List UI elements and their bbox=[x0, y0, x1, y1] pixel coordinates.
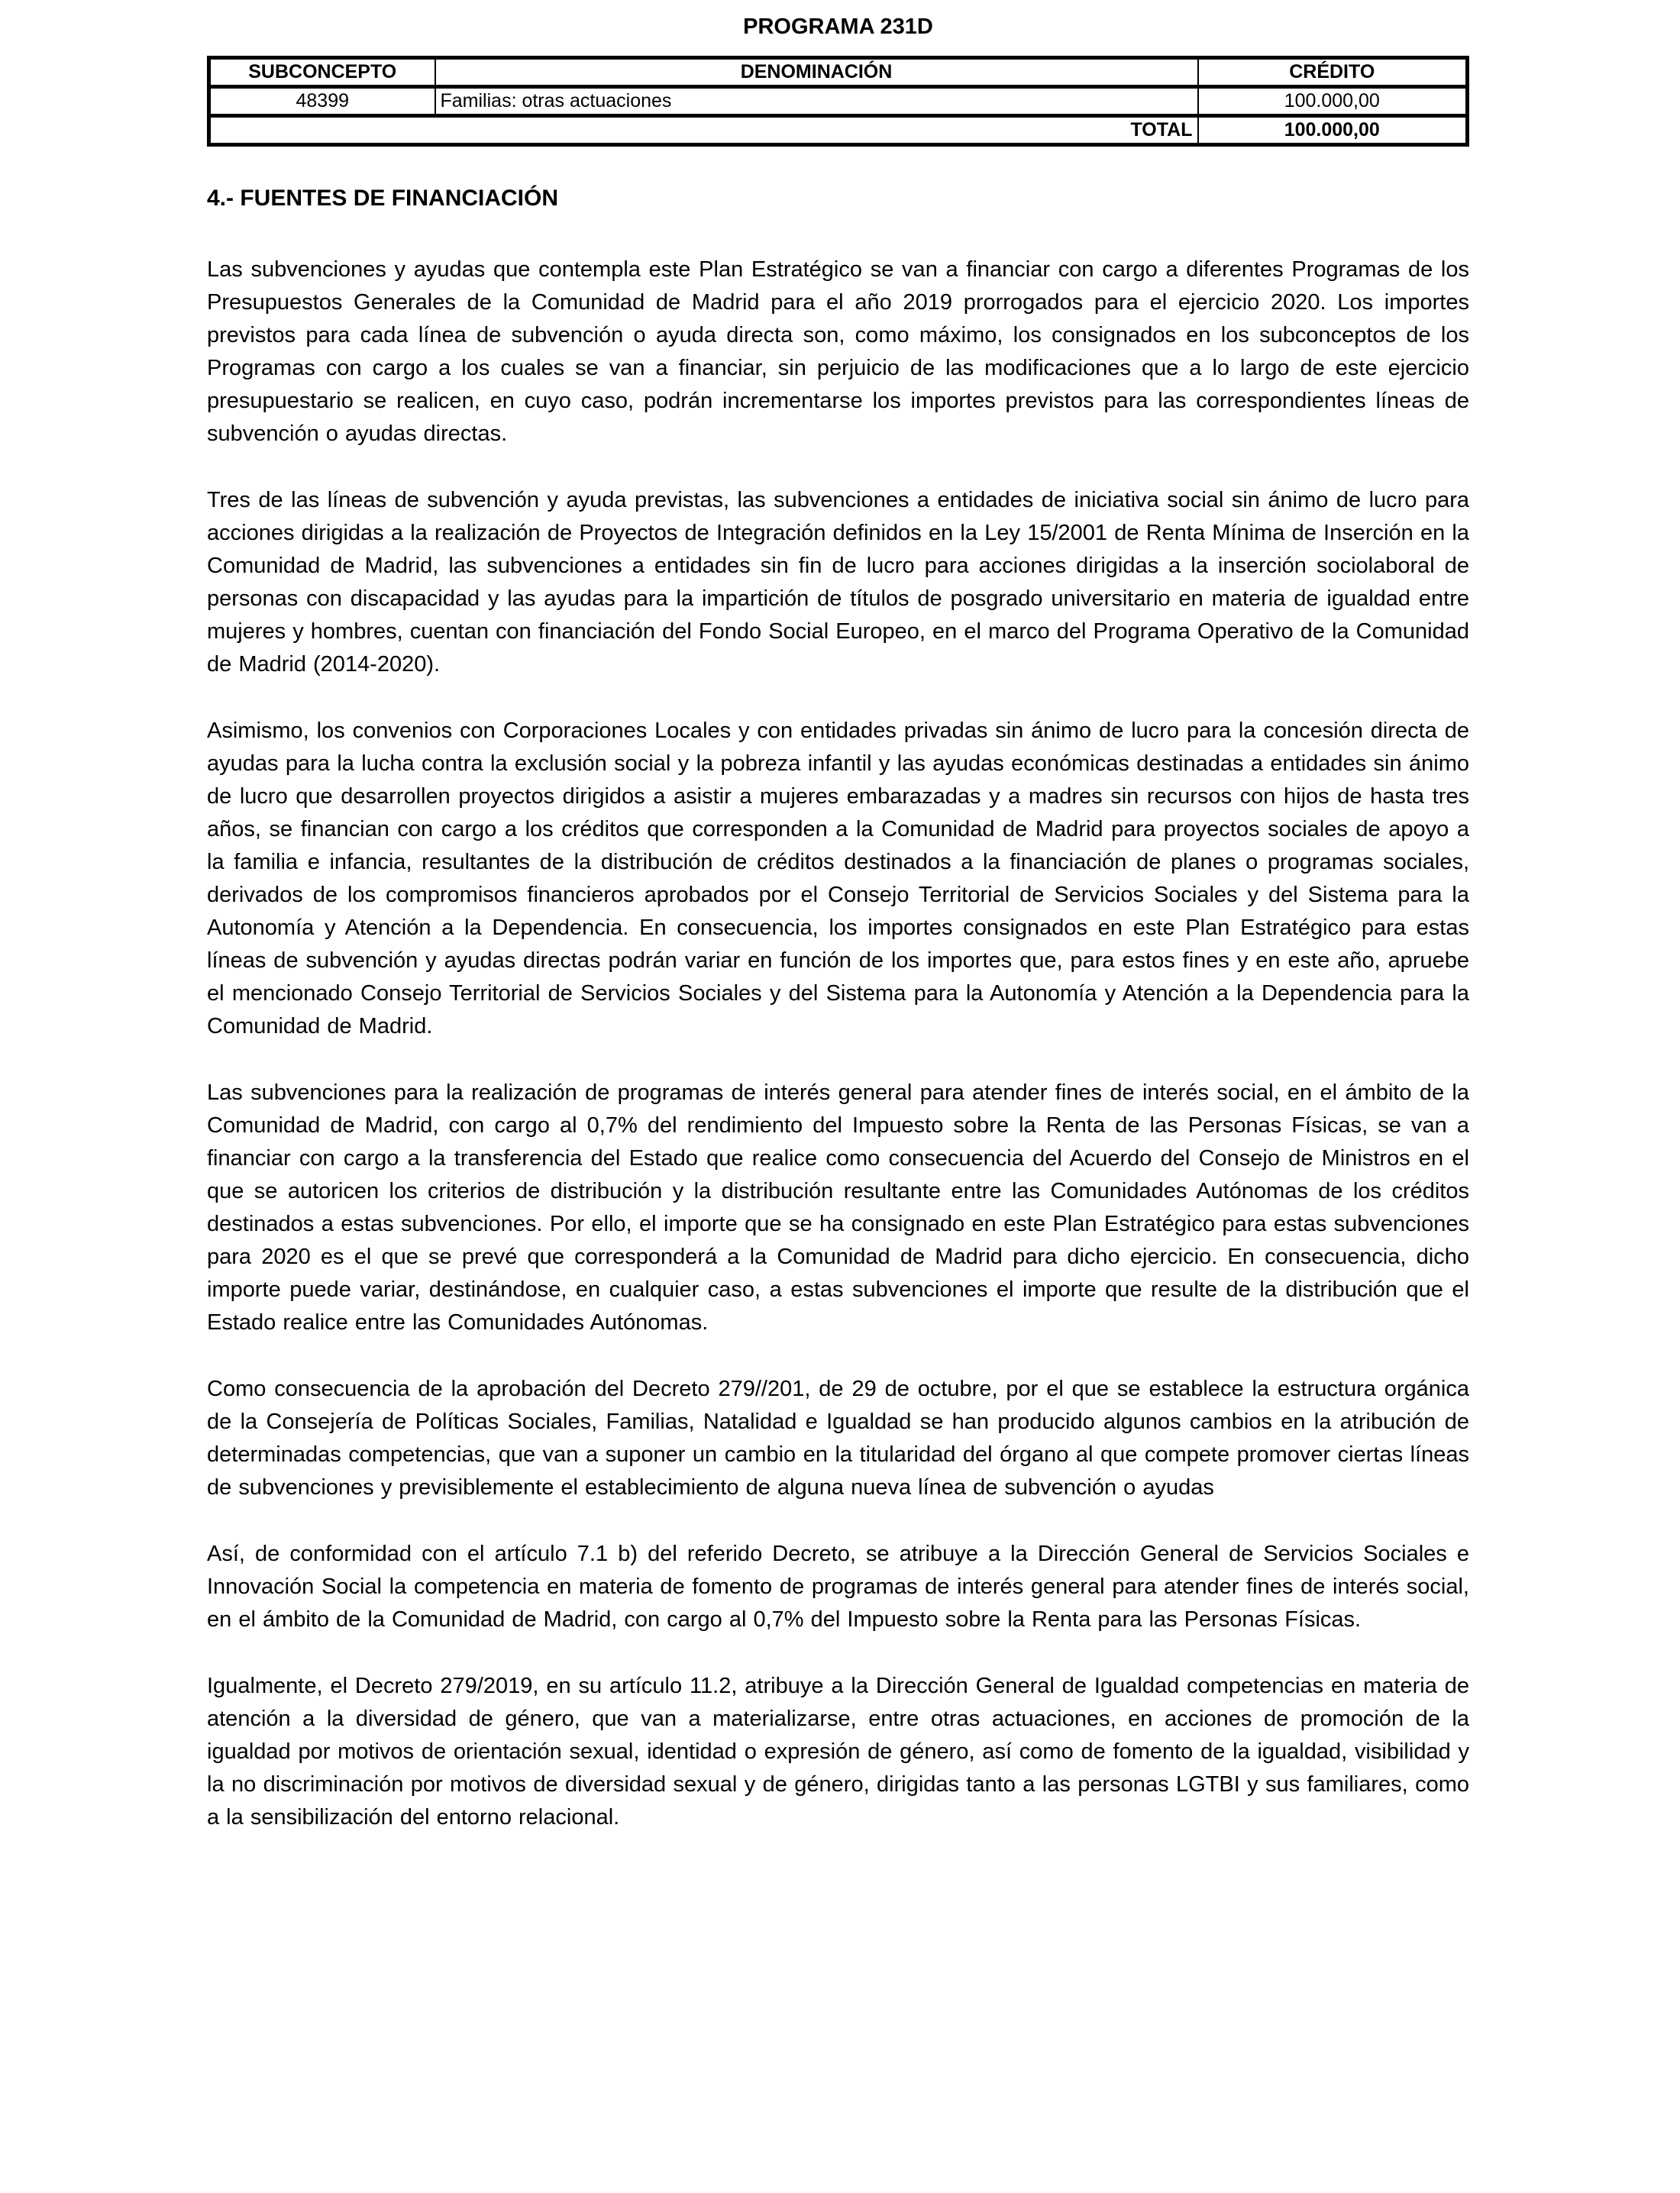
page-title: PROGRAMA 231D bbox=[743, 15, 933, 39]
budget-table bbox=[207, 56, 1469, 147]
cell-denominacion: Familias: otras actuaciones bbox=[435, 87, 1198, 116]
total-label: TOTAL bbox=[209, 116, 1198, 145]
table-row bbox=[209, 87, 1468, 116]
paragraph-esf-funding: Tres de las líneas de subvención y ayuda previstas, las subvenciones a entidades de iniciativa social sin ánimo de lucro para acciones dirigidas a la realización de Proyectos de Integración definidos en la Ley 15/2001 de Renta Mínima de Inserción en la Comunidad de Madrid, las subvenciones a entidades sin fin de lucro para acciones dirigidas a la inserción sociolaboral de personas con discapacidad y las ayudas para la impartición de títulos de posgrado universitario en materia de igualdad entre mujeres y hombres, cuentan con financiación del Fondo Social Europeo, en el marco del Programa Operativo de la Comunidad de Madrid (2014-2020). bbox=[207, 488, 1469, 677]
column-header-credito: CRÉDITO bbox=[1198, 58, 1468, 87]
cell-subconcepto: 48399 bbox=[209, 87, 435, 116]
column-header-denominacion: DENOMINACIÓN bbox=[435, 58, 1198, 87]
table-total-row bbox=[209, 116, 1468, 145]
total-value: 100.000,00 bbox=[1198, 116, 1468, 145]
section-heading: 4.- FUENTES DE FINANCIACIÓN bbox=[207, 186, 559, 211]
column-header-subconcepto: SUBCONCEPTO bbox=[209, 58, 435, 87]
document-content bbox=[207, 14, 1469, 1834]
paragraph-local-agreements: Asimismo, los convenios con Corporaciones Locales y con entidades privadas sin ánimo de lucro para la concesión directa de ayudas para la lucha contra la exclusión social y la pobreza infantil y las ayudas económicas destinadas a entidades sin ánimo de lucro que desarrollen proyectos dirigidos a asistir a mujeres embarazadas y a madres sin recursos con hijos de hasta tres años, se financian con cargo a los créditos que corresponden a la Comunidad de Madrid para proyectos sociales de apoyo a la familia e infancia, resultantes de la distribución de créditos destinados a la financiación de planes o programas sociales, derivados de los compromisos financieros aprobados por el Consejo Territorial de Servicios Sociales y del Sistema para la Autonomía y Atención a la Dependencia. En consecuencia, los importes consignados en este Plan Estratégico para estas líneas de subvención y ayudas directas podrán variar en función de los importes que, para estos fines y en este año, apruebe el mencionado Consejo Territorial de Servicios Sociales y del Sistema para la Autonomía y Atención a la Dependencia para la Comunidad de Madrid. bbox=[207, 719, 1469, 1038]
paragraph-irpf-subventions: Las subvenciones para la realización de programas de interés general para atender fines de interés social, en el ámbito de la Comunidad de Madrid, con cargo al 0,7% del rendimiento del Impuesto sobre la Renta de las Personas Físicas, se van a financiar con cargo a la transferencia del Estado que realice como consecuencia del Acuerdo del Consejo de Ministros en el que se autoricen los criterios de distribución y la distribución resultante entre las Comunidades Autónomas de los créditos destinados a estas subvenciones. Por ello, el importe que se ha consignado en este Plan Estratégico para estas subvenciones para 2020 es el que se prevé que corresponderá a la Comunidad de Madrid para dicho ejercicio. En consecuencia, dicho importe puede variar, destinándose, en cualquier caso, a estas subvenciones el importe que resulte de la distribución que el Estado realice entre las Comunidades Autónomas. bbox=[207, 1080, 1469, 1335]
cell-credito: 100.000,00 bbox=[1198, 87, 1468, 116]
table-header-row bbox=[209, 58, 1468, 87]
paragraph-financing-overview: Las subvenciones y ayudas que contempla este Plan Estratégico se van a financiar con cargo a diferentes Programas de los Presupuestos Generales de la Comunidad de Madrid para el año 2019 prorrogados para el ejercicio 2020. Los importes previstos para cada línea de subvención o ayuda directa son, como máximo, los consignados en los subconceptos de los Programas con cargo a los cuales se van a financiar, sin perjuicio de las modificaciones que a lo largo de este ejercicio presupuestario se realicen, en cuyo caso, podrán incrementarse los importes previstos para las correspondientes líneas de subvención o ayudas directas. bbox=[207, 257, 1469, 446]
paragraph-decreto-279-2019: Igualmente, el Decreto 279/2019, en su artículo 11.2, atribuye a la Dirección General de Igualdad competencias en materia de atención a la diversidad de género, que van a materializarse, entre otras actuaciones, en acciones de promoción de la igualdad por motivos de orientación sexual, identidad o expresión de género, así como de fomento de la igualdad, visibilidad y la no discriminación por motivos de diversidad sexual y de género, dirigidas tanto a las personas LGTBI y sus familiares, como a la sensibilización del entorno relacional. bbox=[207, 1674, 1469, 1830]
paragraph-articulo-7-1: Así, de conformidad con el artículo 7.1 b) del referido Decreto, se atribuye a la Dirección General de Servicios Sociales e Innovación Social la competencia en materia de fomento de programas de interés general para atender fines de interés social, en el ámbito de la Comunidad de Madrid, con cargo al 0,7% del Impuesto sobre la Renta para las Personas Físicas. bbox=[207, 1542, 1469, 1632]
paragraph-decreto-279-201: Como consecuencia de la aprobación del Decreto 279//201, de 29 de octubre, por el que se establece la estructura orgánica de la Consejería de Políticas Sociales, Familias, Natalidad e Igualdad se han producido algunos cambios en la atribución de determinadas competencias, que van a suponer un cambio en la titularidad del órgano al que compete promover ciertas líneas de subvenciones y previsiblemente el establecimiento de alguna nueva línea de subvención o ayudas bbox=[207, 1377, 1469, 1500]
